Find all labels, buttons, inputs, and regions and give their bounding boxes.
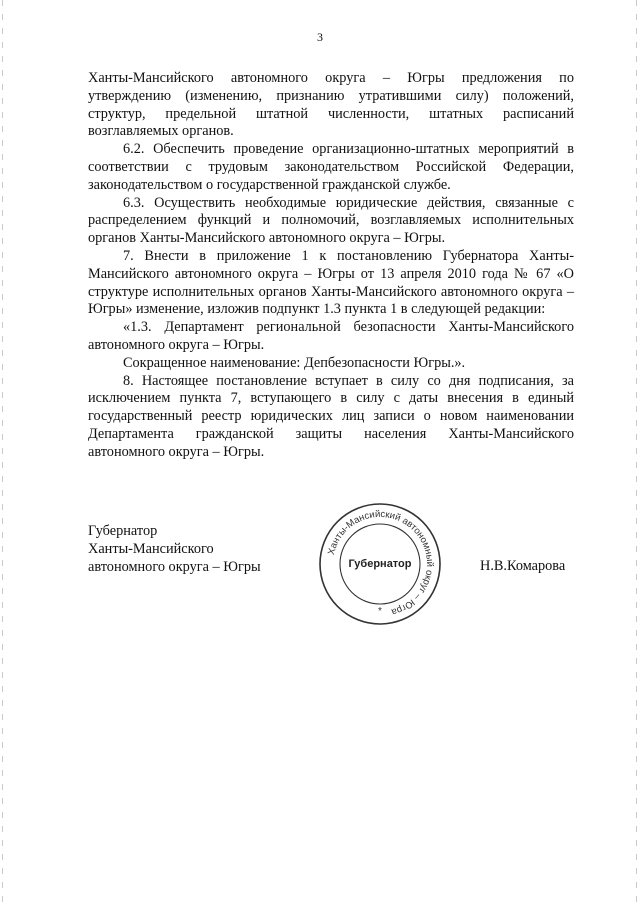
signature-title-line-3: автономного округа – Югры	[88, 559, 261, 575]
right-scan-edge	[636, 0, 637, 905]
official-stamp	[316, 500, 444, 628]
paragraph-continuation: Ханты-Мансийского автономного округа – Югры предложения по утверждению (изменению, признанию утратившими силу) положений, структур, предельной штатной численности, штатных расписаний возглавляемых органов.	[88, 70, 574, 140]
signature-title-line-2: Ханты-Мансийского	[88, 541, 214, 557]
stamp-star: *	[378, 606, 382, 617]
stamp-ring-text: Ханты-Мансийский автономный округ – Югра	[325, 508, 436, 618]
paragraph-1-3-quote: «1.3. Департамент региональной безопасности Ханты-Мансийского автономного округа – Югры.	[88, 319, 574, 353]
paragraph-7: 7. Внести в приложение 1 к постановлению Губернатора Ханты-Мансийского автономного округа – Югры от 13 апреля 2010 года № 67 «О структуре исполнительных органов Ханты-Мансийского автономного округа – Югры» изменение, изложив подпункт 1.3 пункта 1 в следующей редакции:	[88, 247, 574, 318]
paragraph-6-3: 6.3. Осуществить необходимые юридические действия, связанные с распределением функций и полномочий, возглавляемых исполнительных органов Ханты-Мансийского автономного округа – Югры.	[88, 194, 574, 247]
left-scan-edge	[2, 0, 3, 905]
signature-name: Н.В.Комарова	[480, 558, 566, 574]
page-number: 3	[317, 30, 323, 44]
signature-title-line-1: Губернатор	[88, 523, 158, 539]
signature-title	[88, 522, 261, 576]
document-body	[88, 70, 574, 462]
paragraph-short-name: Сокращенное наименование: Депбезопасности Югры.».	[123, 354, 466, 371]
paragraph-6-2: 6.2. Обеспечить проведение организационно-штатных мероприятий в соответствии с трудовым законодательством Российской Федерации, законодательством о государственной гражданской службе.	[88, 141, 574, 193]
paragraph-8: 8. Настоящее постановление вступает в силу со дня подписания, за исключением пункта 7, вступающего в силу с даты внесения в единый государственный реестр юридических лиц записи о новом наименовании Департамента гражданской защиты населения Ханты-Мансийского автономного округа – Югры.	[88, 372, 574, 460]
stamp-center-text: Губернатор	[348, 558, 412, 570]
